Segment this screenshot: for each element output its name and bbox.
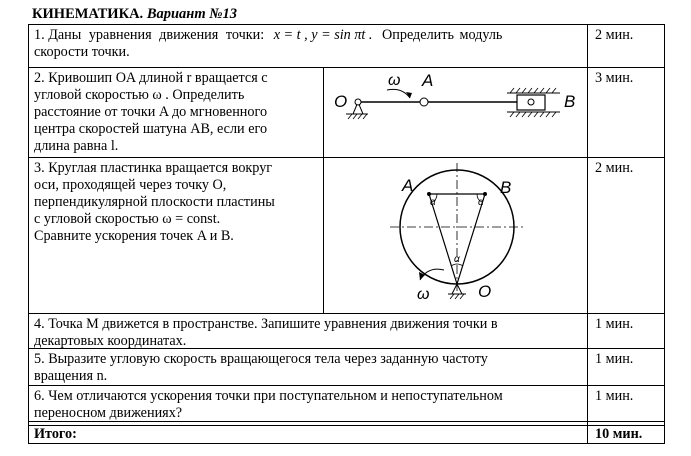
question-3: 3. Круглая пластинка вращается вокруг оси, проходящей через точку O, перпендикулярной плоскости пластины с угловой скоростью ω = const. Сравните ускорения точек A и B. bbox=[34, 160, 275, 244]
label-o: O bbox=[334, 92, 348, 111]
point-b bbox=[483, 192, 487, 196]
label-o-2: O bbox=[478, 282, 492, 301]
title-variant: Вариант №13 bbox=[146, 6, 238, 22]
question-1: 1. Даны уравнения движения точки: x = t , y = sin πt . Определить модуль скорости точки. bbox=[34, 27, 503, 60]
time-3: 2 мин. bbox=[595, 160, 634, 176]
point-a bbox=[427, 192, 431, 196]
time-2: 3 мин. bbox=[595, 70, 634, 86]
question-2: 2. Кривошип OA длиной r вращается с угловой скоростью ω . Определить расстояние от точки A до мгновенного центра скоростей шатуна AB, если его длина равна l. bbox=[34, 70, 268, 154]
pivot-o bbox=[355, 99, 361, 105]
label-a: A bbox=[422, 71, 434, 90]
joint-b bbox=[528, 99, 534, 105]
time-4: 1 мин. bbox=[595, 316, 634, 332]
omega-arc bbox=[387, 89, 410, 98]
question-5: 5. Выразите угловую скорость вращающегося тела через заданную частоту вращения n. bbox=[34, 351, 488, 384]
label-omega-2: ω bbox=[417, 286, 430, 303]
label-b: B bbox=[564, 92, 576, 111]
time-6: 1 мин. bbox=[595, 388, 634, 404]
table-border-top bbox=[28, 24, 665, 25]
ground-hatch-o bbox=[450, 294, 464, 299]
table-border-left bbox=[28, 24, 29, 444]
question-6: 6. Чем отличаются ускорения точки при поступательном и непоступательном переносном движениях? bbox=[34, 388, 503, 421]
total-label: Итого: bbox=[34, 426, 77, 442]
label-a-2: A bbox=[402, 176, 414, 195]
time-1: 2 мин. bbox=[595, 27, 634, 43]
table-border-bottom bbox=[28, 443, 665, 444]
page-title bbox=[32, 6, 237, 23]
label-b-2: B bbox=[500, 178, 512, 197]
joint-a bbox=[420, 98, 428, 106]
label-omega: ω bbox=[388, 72, 401, 89]
guide-hatch-top bbox=[510, 88, 556, 93]
time-5: 1 мин. bbox=[595, 351, 634, 367]
ground-hatch bbox=[348, 114, 367, 119]
crank-mechanism-figure bbox=[324, 68, 586, 157]
label-alpha-b: α bbox=[478, 197, 484, 208]
row-divider bbox=[28, 313, 665, 314]
guide-hatch-bottom bbox=[510, 112, 556, 117]
title-main: КИНЕМАТИКА. bbox=[32, 6, 144, 22]
label-alpha-a: α bbox=[430, 197, 436, 208]
row-divider bbox=[28, 385, 665, 386]
total-value: 10 мин. bbox=[595, 426, 643, 442]
time-column-divider bbox=[587, 24, 588, 444]
table-border-right bbox=[664, 24, 665, 444]
question-4: 4. Точка М движется в пространстве. Запишите уравнения движения точки в декартовых координатах. bbox=[34, 316, 498, 349]
label-alpha-o: α bbox=[454, 254, 460, 265]
rotating-plate-figure bbox=[324, 158, 586, 313]
